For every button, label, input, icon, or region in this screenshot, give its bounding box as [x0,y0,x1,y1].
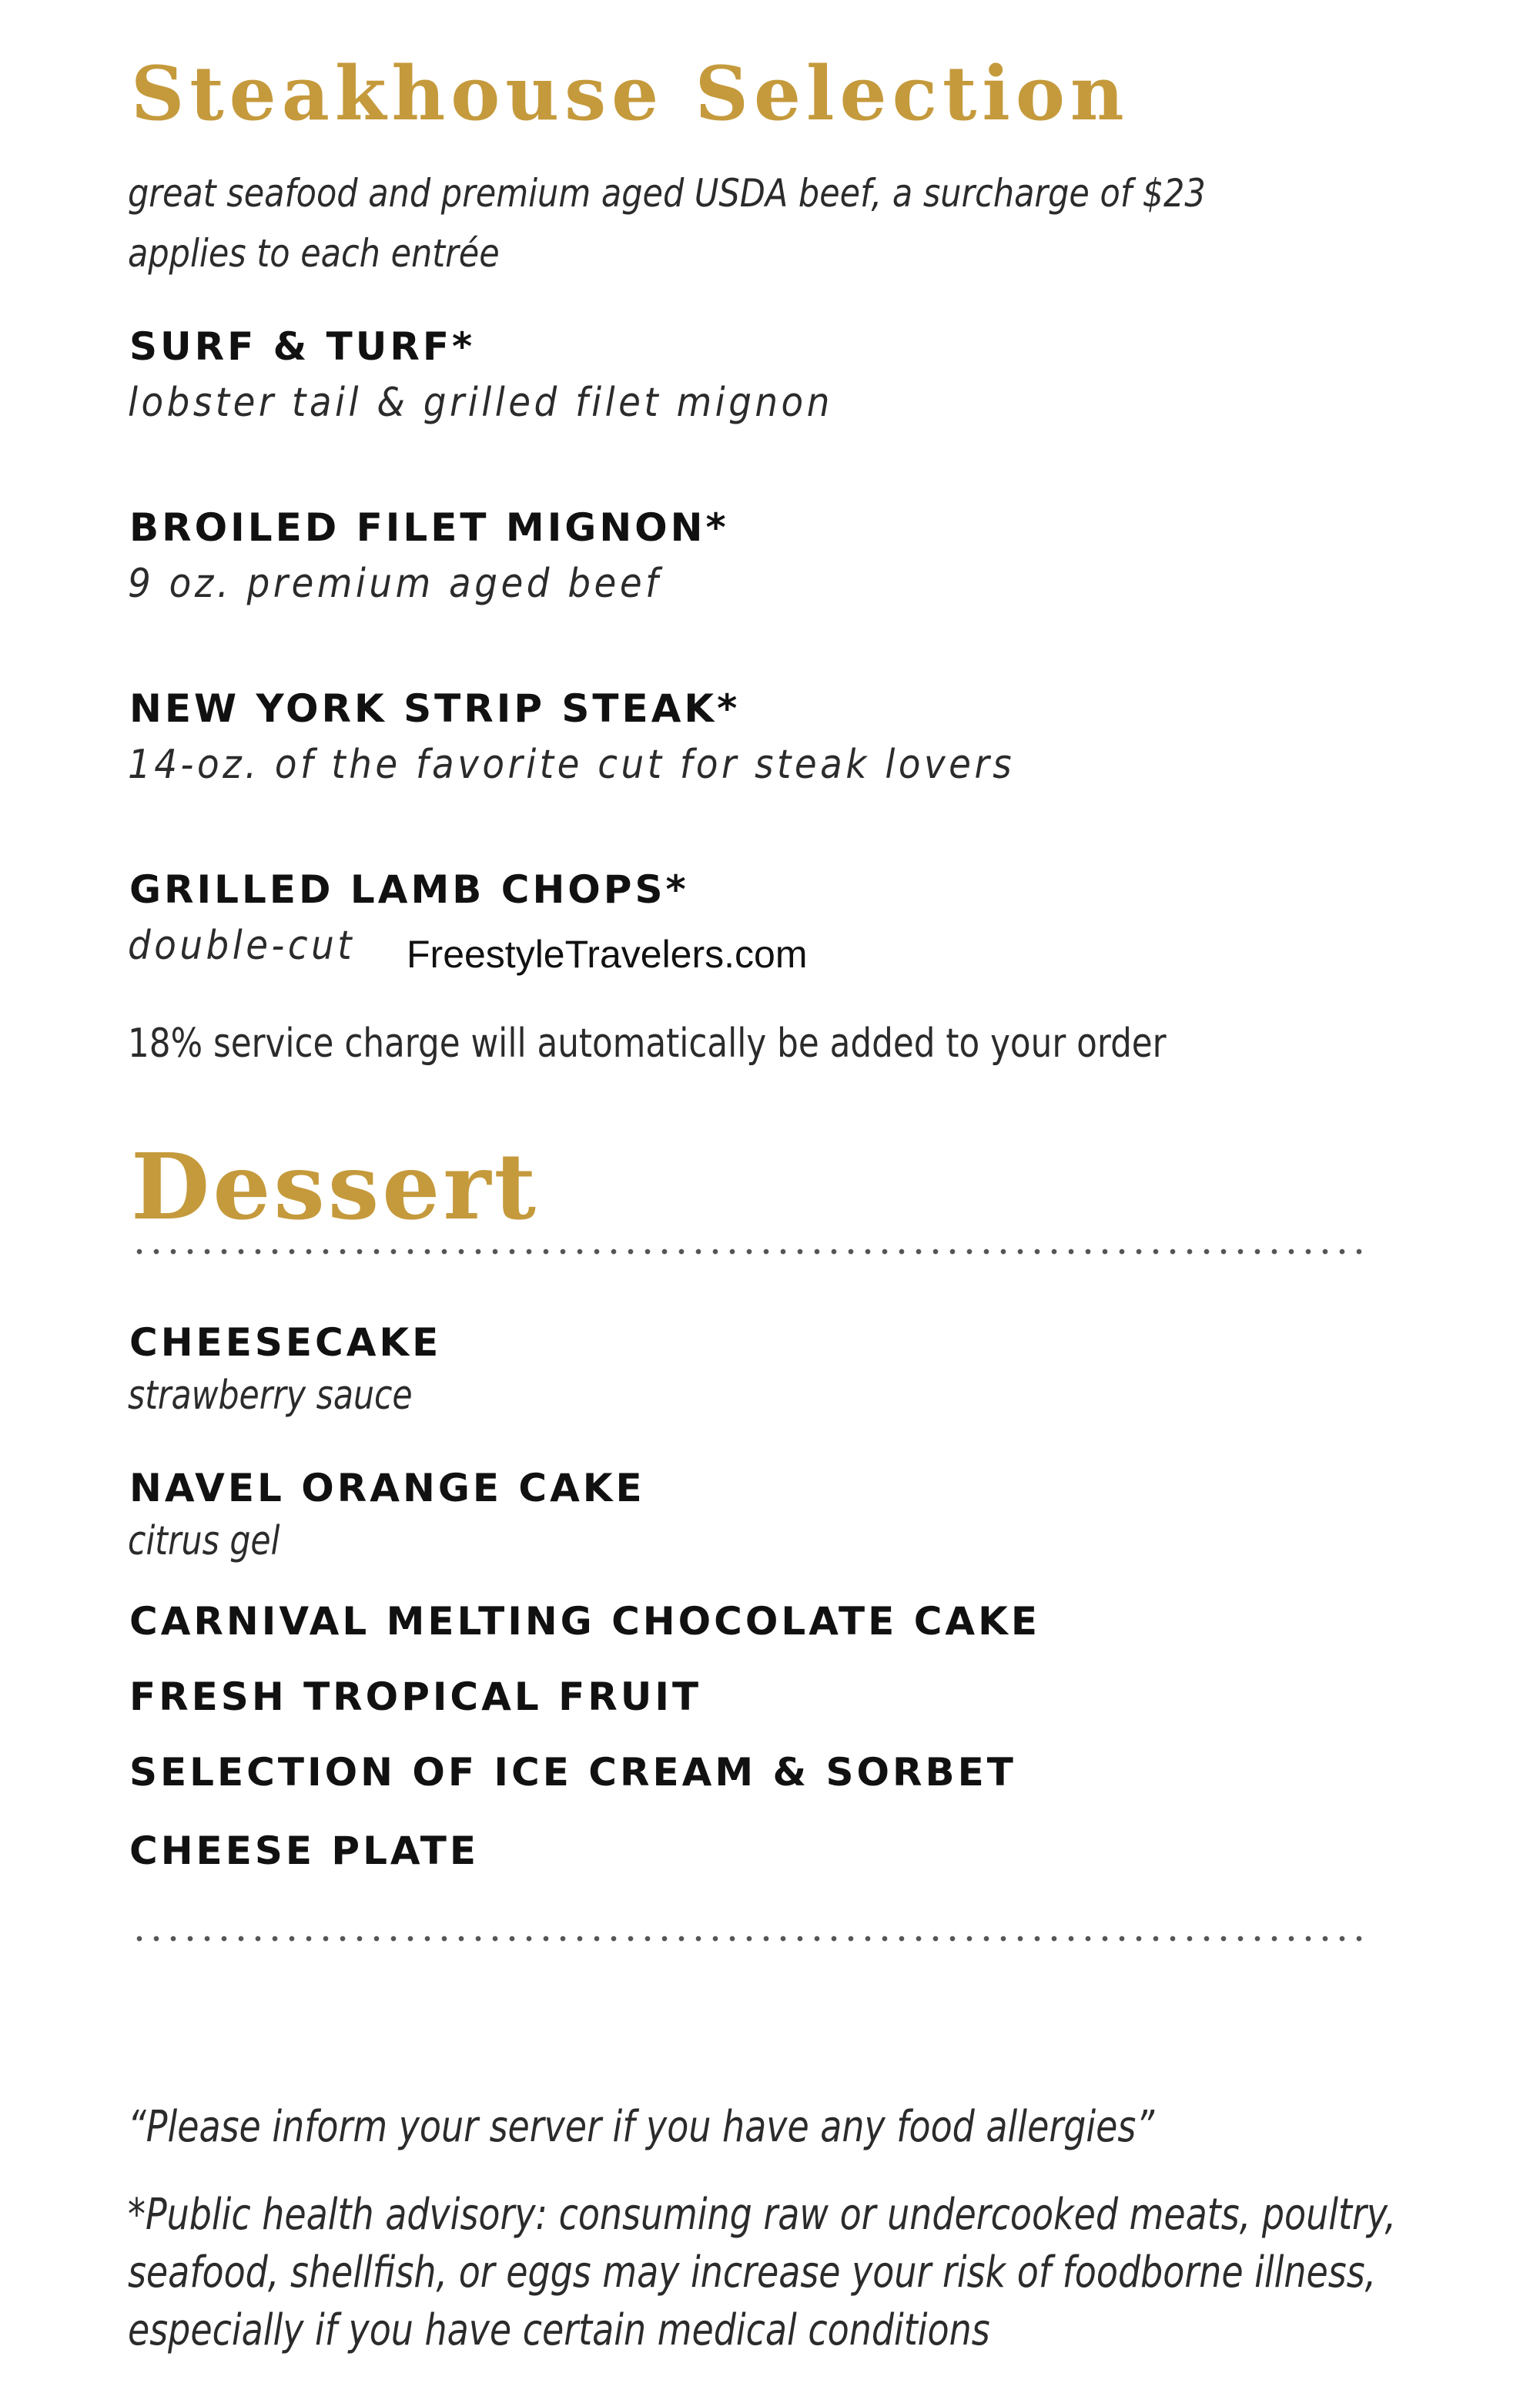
menu-item-name: FRESH TROPICAL FRUIT [129,1674,702,1719]
menu-item-description: strawberry sauce [128,1373,413,1419]
menu-item-name: CHEESECAKE [129,1320,442,1365]
dotted-divider [131,1248,1371,1255]
menu-item-name: SELECTION OF ICE CREAM & SORBET [129,1750,1016,1795]
steakhouse-title: Steakhouse Selection [131,50,1130,137]
menu-item-description: lobster tail & grilled filet mignon [128,380,833,426]
menu-item-name: NAVEL ORANGE CAKE [129,1466,645,1510]
menu-item-name: GRILLED LAMB CHOPS* [129,867,689,912]
menu-item-name: NEW YORK STRIP STEAK* [129,686,741,731]
watermark-text: FreestyleTravelers.com [407,933,808,976]
menu-item-description: 9 oz. premium aged beef [128,561,662,607]
menu-item-description: 14-oz. of the favorite cut for steak lovers [128,742,1016,788]
dessert-title: Dessert [131,1133,540,1240]
allergy-note: “Please inform your server if you have any food allergies” [128,2102,1155,2152]
service-charge-note: 18% service charge will automatically be added to your order [128,1021,1167,1067]
menu-item-description: double-cut [128,923,356,969]
menu-item-name: SURF & TURF* [129,324,476,369]
dotted-divider [131,1935,1371,1942]
menu-item-name: BROILED FILET MIGNON* [129,505,729,550]
steakhouse-intro: great seafood and premium aged USDA beef, a surcharge of $23 applies to each entrée [128,171,1206,276]
health-advisory: *Public health advisory: consuming raw or undercooked meats, poultry, seafood, shellfish, or eggs may increase your risk of foodborne illness, especially if you have certain medical conditions [128,2190,1397,2355]
menu-item-description: citrus gel [128,1518,280,1564]
menu-item-name: CARNIVAL MELTING CHOCOLATE CAKE [129,1599,1040,1644]
menu-item-name: CHEESE PLATE [129,1828,480,1873]
